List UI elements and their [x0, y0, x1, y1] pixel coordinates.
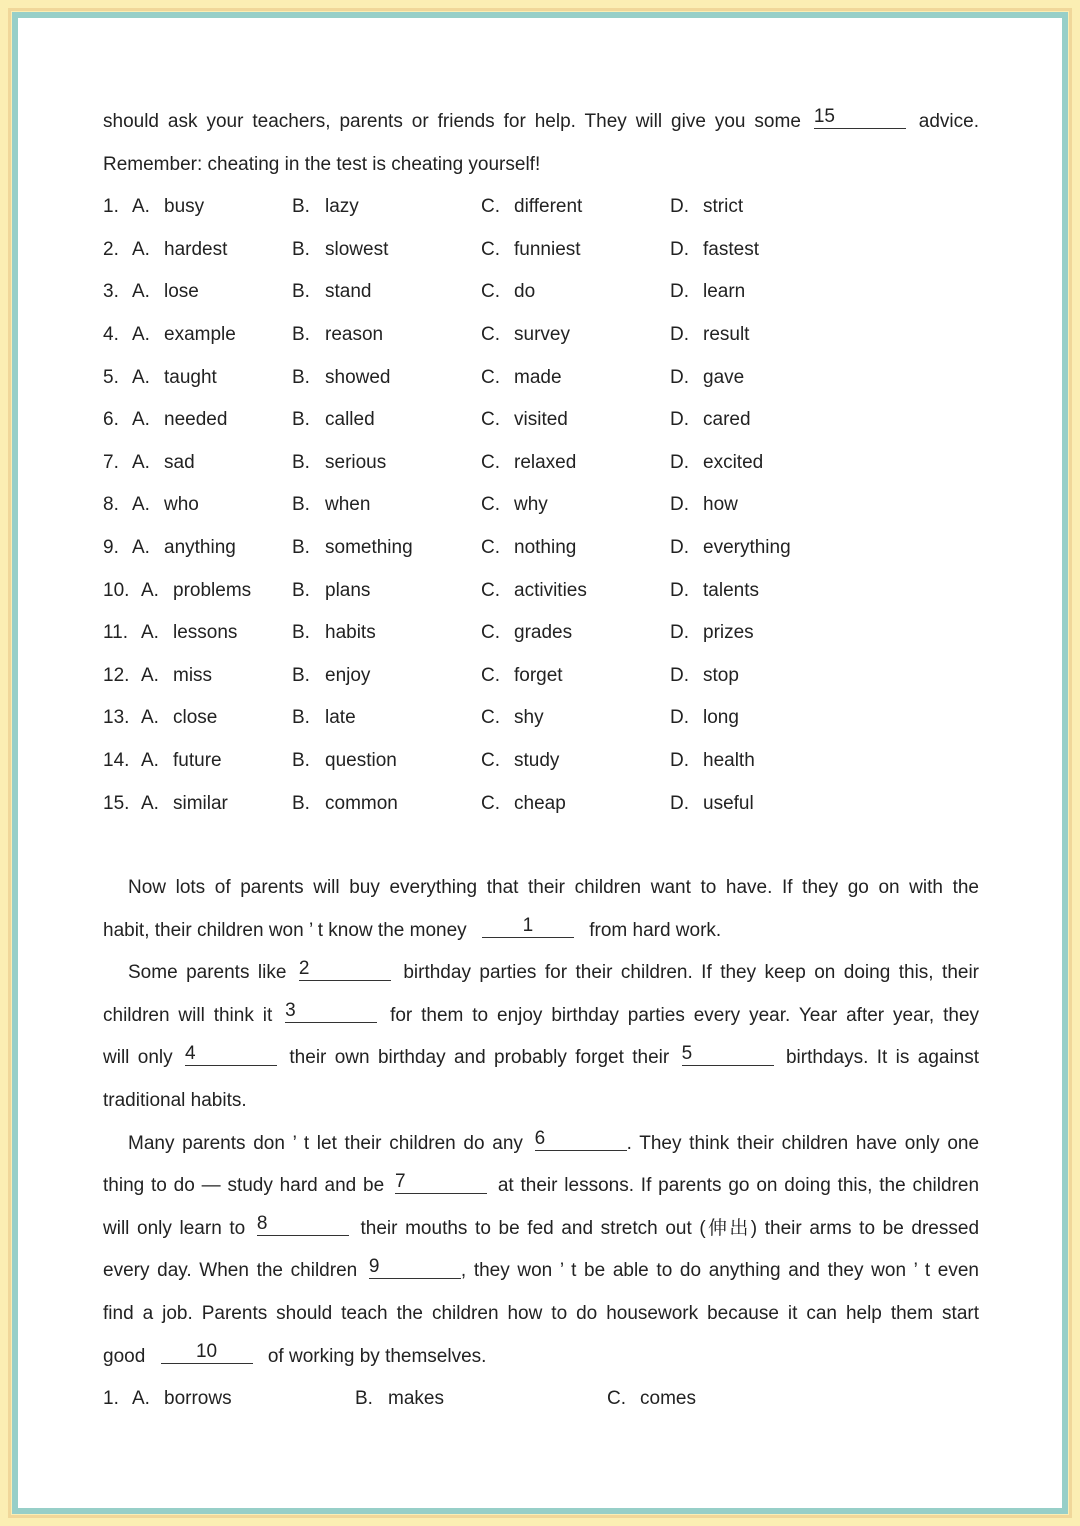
- option-c: [481, 314, 670, 357]
- option-label: A.: [141, 664, 159, 686]
- option-text: something: [325, 536, 413, 558]
- option-label: C.: [481, 281, 500, 303]
- option-text: study: [514, 749, 560, 771]
- option-text: plans: [325, 579, 371, 601]
- option-label: D.: [670, 409, 689, 431]
- question-row: [103, 357, 979, 400]
- answer-blank: 6: [535, 1128, 627, 1151]
- question-number: 9.: [103, 536, 119, 558]
- question-row: [103, 442, 979, 485]
- option-text: question: [325, 749, 397, 771]
- option-a: [103, 527, 292, 570]
- option-d: [670, 527, 859, 570]
- passage2-line: will only learn to 8 their mouths to be fed and stretch out (伸出) their arms to be dressed: [103, 1213, 979, 1239]
- option-text: everything: [703, 536, 791, 558]
- answer-blank: 7: [395, 1171, 487, 1194]
- option-b: [355, 1378, 607, 1421]
- option-text: busy: [164, 196, 205, 218]
- option-b: [292, 484, 481, 527]
- option-a: [103, 697, 292, 740]
- option-text: close: [173, 707, 218, 729]
- option-a: [103, 442, 292, 485]
- option-b: [292, 186, 481, 229]
- option-label: A.: [132, 494, 150, 516]
- option-text: shy: [514, 707, 544, 729]
- option-d: [670, 740, 859, 783]
- option-text: gave: [703, 366, 745, 388]
- option-text: showed: [325, 366, 391, 388]
- question-list-1: [103, 186, 979, 825]
- option-label: A.: [141, 792, 159, 814]
- option-text: future: [173, 749, 222, 771]
- question-row: [103, 783, 979, 826]
- question-row: [103, 271, 979, 314]
- option-label: B.: [292, 494, 310, 516]
- option-d: [670, 271, 859, 314]
- option-label: B.: [292, 749, 310, 771]
- option-text: hardest: [164, 238, 228, 260]
- question-row: [103, 612, 979, 655]
- option-c: [481, 612, 670, 655]
- option-d: [670, 314, 859, 357]
- passage1-line: Remember: cheating in the test is cheating yourself!: [103, 153, 541, 175]
- passage2-line: Many parents don ’ t let their children do any 6 . They think their children have only one: [128, 1128, 979, 1154]
- answer-blank: 9: [369, 1256, 461, 1279]
- question-number: 1.: [103, 1388, 119, 1410]
- option-text: lazy: [325, 196, 359, 218]
- option-label: C.: [481, 664, 500, 686]
- question-number: 10.: [103, 579, 130, 601]
- question-number: 11.: [103, 622, 129, 644]
- option-label: B.: [292, 366, 310, 388]
- question-number: 7.: [103, 451, 119, 473]
- option-text: prizes: [703, 622, 754, 644]
- option-label: A.: [141, 749, 159, 771]
- option-c: [481, 527, 670, 570]
- option-text: fastest: [703, 238, 759, 260]
- option-text: lose: [164, 281, 199, 303]
- question-row: [103, 655, 979, 698]
- question-number: 5.: [103, 366, 119, 388]
- option-b: [292, 229, 481, 272]
- option-label: B.: [292, 792, 310, 814]
- option-c: [481, 229, 670, 272]
- option-d: [670, 697, 859, 740]
- question-number: 12.: [103, 664, 130, 686]
- question-number: 3.: [103, 281, 119, 303]
- option-text: miss: [173, 664, 213, 686]
- option-label: B.: [292, 196, 310, 218]
- option-label: C.: [481, 238, 500, 260]
- passage2-line: Now lots of parents will buy everything that their children want to have. If they go on with the: [128, 877, 979, 899]
- answer-blank: 3: [285, 1000, 377, 1023]
- option-text: cheap: [514, 792, 566, 814]
- option-label: D.: [670, 536, 689, 558]
- option-text: slowest: [325, 238, 389, 260]
- option-b: [292, 740, 481, 783]
- option-text: reason: [325, 323, 384, 345]
- option-b: [292, 612, 481, 655]
- option-d: [670, 186, 859, 229]
- answer-blank: 4: [185, 1043, 277, 1066]
- option-label: C.: [481, 409, 500, 431]
- option-label: D.: [670, 366, 689, 388]
- option-label: D.: [670, 196, 689, 218]
- option-text: visited: [514, 409, 568, 431]
- question-row: [103, 314, 979, 357]
- option-d: [670, 612, 859, 655]
- option-label: A.: [141, 707, 159, 729]
- answer-blank: 15: [814, 106, 906, 129]
- option-label: B.: [355, 1388, 373, 1410]
- option-text: serious: [325, 451, 387, 473]
- option-text: activities: [514, 579, 587, 601]
- question-row: [103, 740, 979, 783]
- option-label: A.: [132, 409, 150, 431]
- option-c: [481, 570, 670, 613]
- option-a: [103, 271, 292, 314]
- option-text: lessons: [173, 622, 238, 644]
- option-a: [103, 186, 292, 229]
- option-text: learn: [703, 281, 746, 303]
- option-label: C.: [607, 1388, 626, 1410]
- option-text: habits: [325, 622, 376, 644]
- option-label: C.: [481, 792, 500, 814]
- option-b: [292, 314, 481, 357]
- option-a: [103, 570, 292, 613]
- option-label: C.: [481, 451, 500, 473]
- option-label: C.: [481, 196, 500, 218]
- option-text: do: [514, 281, 536, 303]
- option-label: A.: [132, 196, 150, 218]
- option-c: [481, 186, 670, 229]
- option-label: A.: [132, 536, 150, 558]
- option-a: [103, 229, 292, 272]
- option-text: problems: [173, 579, 252, 601]
- option-text: different: [514, 196, 583, 218]
- option-text: similar: [173, 792, 228, 814]
- option-text: health: [703, 749, 755, 771]
- option-d: [670, 399, 859, 442]
- option-label: A.: [141, 579, 159, 601]
- option-c: [481, 357, 670, 400]
- option-text: cared: [703, 409, 751, 431]
- question-list-2: [103, 1378, 979, 1421]
- option-text: borrows: [164, 1388, 232, 1410]
- option-text: taught: [164, 366, 217, 388]
- option-text: forget: [514, 664, 563, 686]
- option-d: [670, 357, 859, 400]
- option-text: grades: [514, 622, 573, 644]
- option-text: result: [703, 323, 750, 345]
- option-text: sad: [164, 451, 195, 473]
- question-row: [103, 186, 979, 229]
- worksheet-content: [103, 101, 979, 1421]
- question-number: 13.: [103, 707, 130, 729]
- option-d: [670, 570, 859, 613]
- option-label: D.: [670, 281, 689, 303]
- option-label: A.: [132, 1388, 150, 1410]
- option-a: [103, 484, 292, 527]
- option-text: why: [514, 494, 548, 516]
- option-text: when: [325, 494, 371, 516]
- option-d: [670, 442, 859, 485]
- question-row: [103, 527, 979, 570]
- answer-blank: 2: [299, 958, 391, 981]
- question-number: 8.: [103, 494, 119, 516]
- option-label: A.: [132, 238, 150, 260]
- question-number: 6.: [103, 409, 119, 431]
- option-a: [103, 1378, 355, 1421]
- option-text: strict: [703, 196, 744, 218]
- question-row: [103, 1378, 979, 1421]
- answer-blank: 8: [257, 1213, 349, 1236]
- option-text: comes: [640, 1388, 696, 1410]
- option-c: [481, 655, 670, 698]
- option-text: nothing: [514, 536, 577, 558]
- option-label: D.: [670, 664, 689, 686]
- option-c: [481, 271, 670, 314]
- option-label: C.: [481, 366, 500, 388]
- option-label: B.: [292, 323, 310, 345]
- option-label: B.: [292, 409, 310, 431]
- option-text: excited: [703, 451, 764, 473]
- question-number: 14.: [103, 749, 130, 771]
- option-text: relaxed: [514, 451, 577, 473]
- option-d: [670, 229, 859, 272]
- option-text: stop: [703, 664, 739, 686]
- question-number: 15.: [103, 792, 130, 814]
- option-text: survey: [514, 323, 570, 345]
- option-b: [292, 570, 481, 613]
- option-d: [670, 655, 859, 698]
- option-b: [292, 697, 481, 740]
- option-text: anything: [164, 536, 236, 558]
- option-text: long: [703, 707, 739, 729]
- option-label: C.: [481, 749, 500, 771]
- passage2-line: Some parents like 2 birthday parties for their children. If they keep on doing this, their: [128, 957, 979, 984]
- option-label: C.: [481, 579, 500, 601]
- option-text: needed: [164, 409, 228, 431]
- option-label: A.: [141, 622, 159, 644]
- option-label: B.: [292, 451, 310, 473]
- option-label: D.: [670, 792, 689, 814]
- option-label: D.: [670, 238, 689, 260]
- option-c: [481, 783, 670, 826]
- option-label: A.: [132, 366, 150, 388]
- option-b: [292, 271, 481, 314]
- option-c: [481, 740, 670, 783]
- option-a: [103, 740, 292, 783]
- passage2-line: thing to do — study hard and be 7 at their lessons. If parents go on doing this, the children: [103, 1170, 979, 1197]
- option-c: [481, 697, 670, 740]
- passage2-line: habit, their children won ’ t know the money 1 from hard work.: [103, 915, 722, 941]
- option-label: D.: [670, 579, 689, 601]
- passage2-line: children will think it 3 for them to enjoy birthday parties every year. Year after year, they: [103, 1000, 979, 1026]
- option-d: [670, 484, 859, 527]
- option-label: B.: [292, 579, 310, 601]
- option-text: called: [325, 409, 375, 431]
- option-text: example: [164, 323, 236, 345]
- option-label: B.: [292, 707, 310, 729]
- passage1-line: should ask your teachers, parents or friends for help. They will give you some 15 advice.: [103, 106, 979, 132]
- question-number: 2.: [103, 238, 119, 260]
- option-d: [670, 783, 859, 826]
- option-b: [292, 357, 481, 400]
- answer-blank: 10: [161, 1341, 253, 1364]
- option-label: D.: [670, 451, 689, 473]
- option-text: funniest: [514, 238, 581, 260]
- option-label: D.: [670, 707, 689, 729]
- option-text: useful: [703, 792, 754, 814]
- answer-blank: 1: [482, 915, 574, 938]
- answer-blank: 5: [682, 1043, 774, 1066]
- option-c: [481, 484, 670, 527]
- option-label: D.: [670, 749, 689, 771]
- option-c: [481, 399, 670, 442]
- option-text: who: [164, 494, 199, 516]
- option-text: stand: [325, 281, 372, 303]
- option-c: [481, 442, 670, 485]
- option-a: [103, 612, 292, 655]
- option-a: [103, 783, 292, 826]
- option-label: B.: [292, 622, 310, 644]
- option-b: [292, 783, 481, 826]
- option-label: A.: [132, 451, 150, 473]
- option-label: B.: [292, 238, 310, 260]
- option-label: B.: [292, 536, 310, 558]
- question-row: [103, 484, 979, 527]
- option-b: [292, 399, 481, 442]
- option-label: C.: [481, 622, 500, 644]
- option-b: [292, 527, 481, 570]
- passage2-line: traditional habits.: [103, 1090, 247, 1112]
- option-text: talents: [703, 579, 759, 601]
- question-number: 4.: [103, 323, 119, 345]
- option-label: C.: [481, 536, 500, 558]
- option-label: D.: [670, 494, 689, 516]
- option-label: D.: [670, 323, 689, 345]
- question-row: [103, 399, 979, 442]
- question-number: 1.: [103, 196, 119, 218]
- question-row: [103, 229, 979, 272]
- option-label: B.: [292, 281, 310, 303]
- passage2-line: good 10 of working by themselves.: [103, 1341, 487, 1367]
- question-row: [103, 697, 979, 740]
- option-label: A.: [132, 281, 150, 303]
- option-b: [292, 442, 481, 485]
- option-text: late: [325, 707, 356, 729]
- option-text: common: [325, 792, 398, 814]
- option-label: A.: [132, 323, 150, 345]
- option-text: how: [703, 494, 738, 516]
- option-label: C.: [481, 494, 500, 516]
- option-label: C.: [481, 323, 500, 345]
- passage2-line: find a job. Parents should teach the children how to do housework because it can help them start: [103, 1303, 979, 1325]
- option-b: [292, 655, 481, 698]
- option-label: D.: [670, 622, 689, 644]
- option-a: [103, 399, 292, 442]
- passage2-line: will only 4 their own birthday and probably forget their 5 birthdays. It is against: [103, 1042, 979, 1069]
- option-text: enjoy: [325, 664, 371, 686]
- option-text: made: [514, 366, 562, 388]
- option-c: [607, 1378, 796, 1421]
- option-text: makes: [388, 1388, 444, 1410]
- option-a: [103, 357, 292, 400]
- option-a: [103, 655, 292, 698]
- question-row: [103, 570, 979, 613]
- option-a: [103, 314, 292, 357]
- passage2-line: every day. When the children 9 , they won ’ t be able to do anything and they won ’ t even: [103, 1255, 979, 1282]
- option-label: C.: [481, 707, 500, 729]
- option-label: B.: [292, 664, 310, 686]
